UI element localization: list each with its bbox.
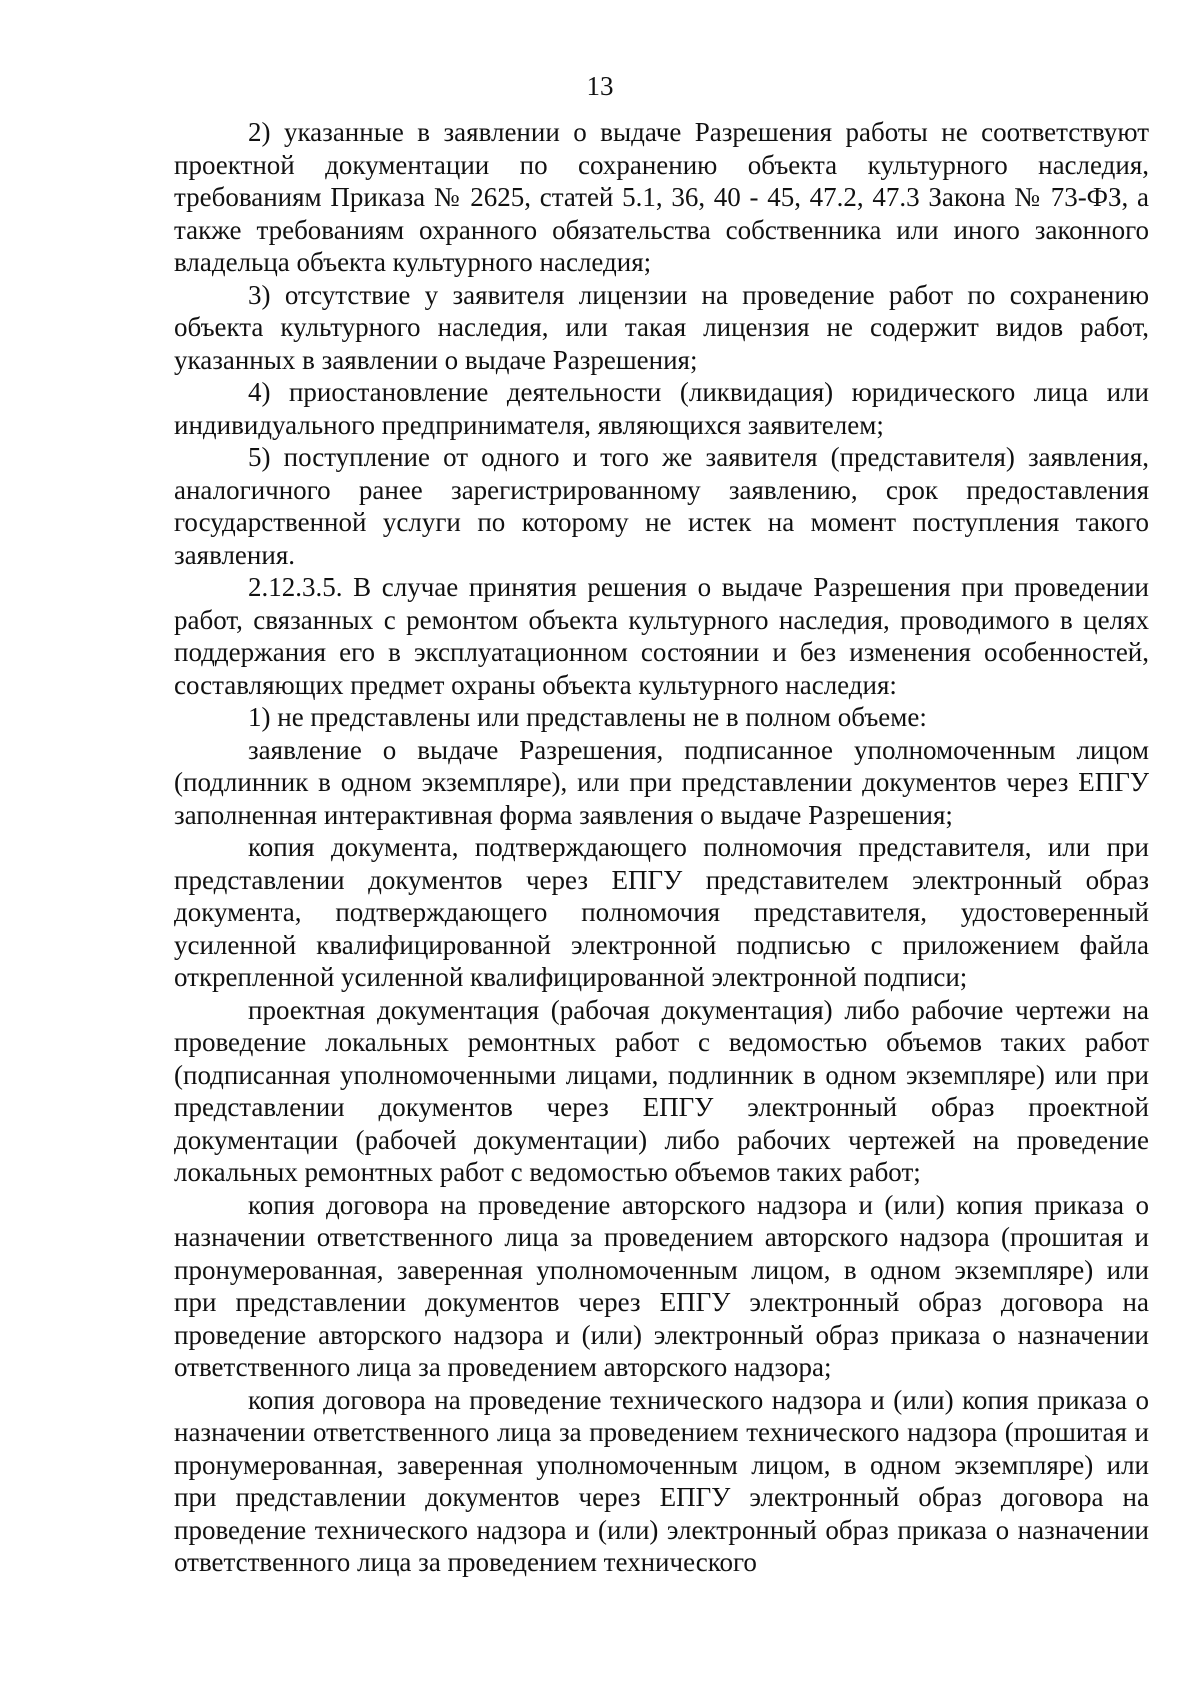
paragraph-project-documentation: проектная документация (рабочая документация) либо рабочие чертежи на проведение локальных ремонтных работ с ведомостью объемов таких работ (подписанная уполномоченными лицами, подлинник в одном экземпляре) или при представлении документов через ЕПГУ электронный образ проектной документации (рабочей документации) либо рабочих чертежей на проведение локальных ремонтных работ с ведомостью объемов таких работ; [174,994,1149,1187]
paragraph-item-1: 1) не представлены или представлены не в полном объеме: [248,702,927,732]
paragraph-application: заявление о выдаче Разрешения, подписанное уполномоченным лицом (подлинник в одном экземпляре), или при представлении документов через ЕПГУ заполненная интерактивная форма заявления о выдаче Разрешения; [174,734,1149,830]
paragraph-item-5: 5) поступление от одного и того же заявителя (представителя) заявления, аналогичного ранее зарегистрированному заявлению, срок предоставления государственной услуги по которому не истек на момент поступления такого заявления. [174,442,1149,570]
paragraph-clause-2-12-3-5: 2.12.3.5. В случае принятия решения о выдаче Разрешения при проведении работ, связанных с ремонтом объекта культурного наследия, проводимого в целях поддержания его в эксплуатационном состоянии и без изменения особенностей, составляющих предмет охраны объекта культурного наследия: [174,572,1149,700]
paragraph-authority-copy: копия документа, подтверждающего полномочия представителя, или при представлении документов через ЕПГУ представителем электронный образ документа, подтверждающего полномочия представителя, удостоверенный усиленной квалифицированной электронной подписью с приложением файла открепленной усиленной квалифицированной электронной подписи; [174,832,1149,992]
document-body [174,116,1149,1579]
paragraph-technical-supervision: копия договора на проведение технического надзора и (или) копия приказа о назначении ответственного лица за проведением технического надзора (прошитая и пронумерованная, заверенная уполномоченным лицом, в одном экземпляре) или при представлении документов через ЕПГУ электронный образ договора на проведение технического надзора и (или) электронный образ приказа о назначении ответственного лица за проведением технического [174,1384,1149,1577]
paragraph-item-2: 2) указанные в заявлении о выдаче Разрешения работы не соответствуют проектной документации по сохранению объекта культурного наследия, требованиям Приказа № 2625, статей 5.1, 36, 40 - 45, 47.2, 47.3 Закона № 73-ФЗ, а также требованиям охранного обязательства собственника или иного законного владельца объекта культурного наследия; [174,117,1149,277]
paragraph-item-4: 4) приостановление деятельности (ликвидация) юридического лица или индивидуального предпринимателя, являющихся заявителем; [174,377,1149,440]
page-number: 13 [586,71,614,101]
paragraph-item-3: 3) отсутствие у заявителя лицензии на проведение работ по сохранению объекта культурного наследия, или такая лицензия не содержит видов работ, указанных в заявлении о выдаче Разрешения; [174,279,1149,375]
paragraph-author-supervision: копия договора на проведение авторского надзора и (или) копия приказа о назначении ответственного лица за проведением авторского надзора (прошитая и пронумерованная, заверенная уполномоченным лицом, в одном экземпляре) или при представлении документов через ЕПГУ электронный образ договора на проведение авторского надзора и (или) электронный образ приказа о назначении ответственного лица за проведением авторского надзора; [174,1189,1149,1382]
